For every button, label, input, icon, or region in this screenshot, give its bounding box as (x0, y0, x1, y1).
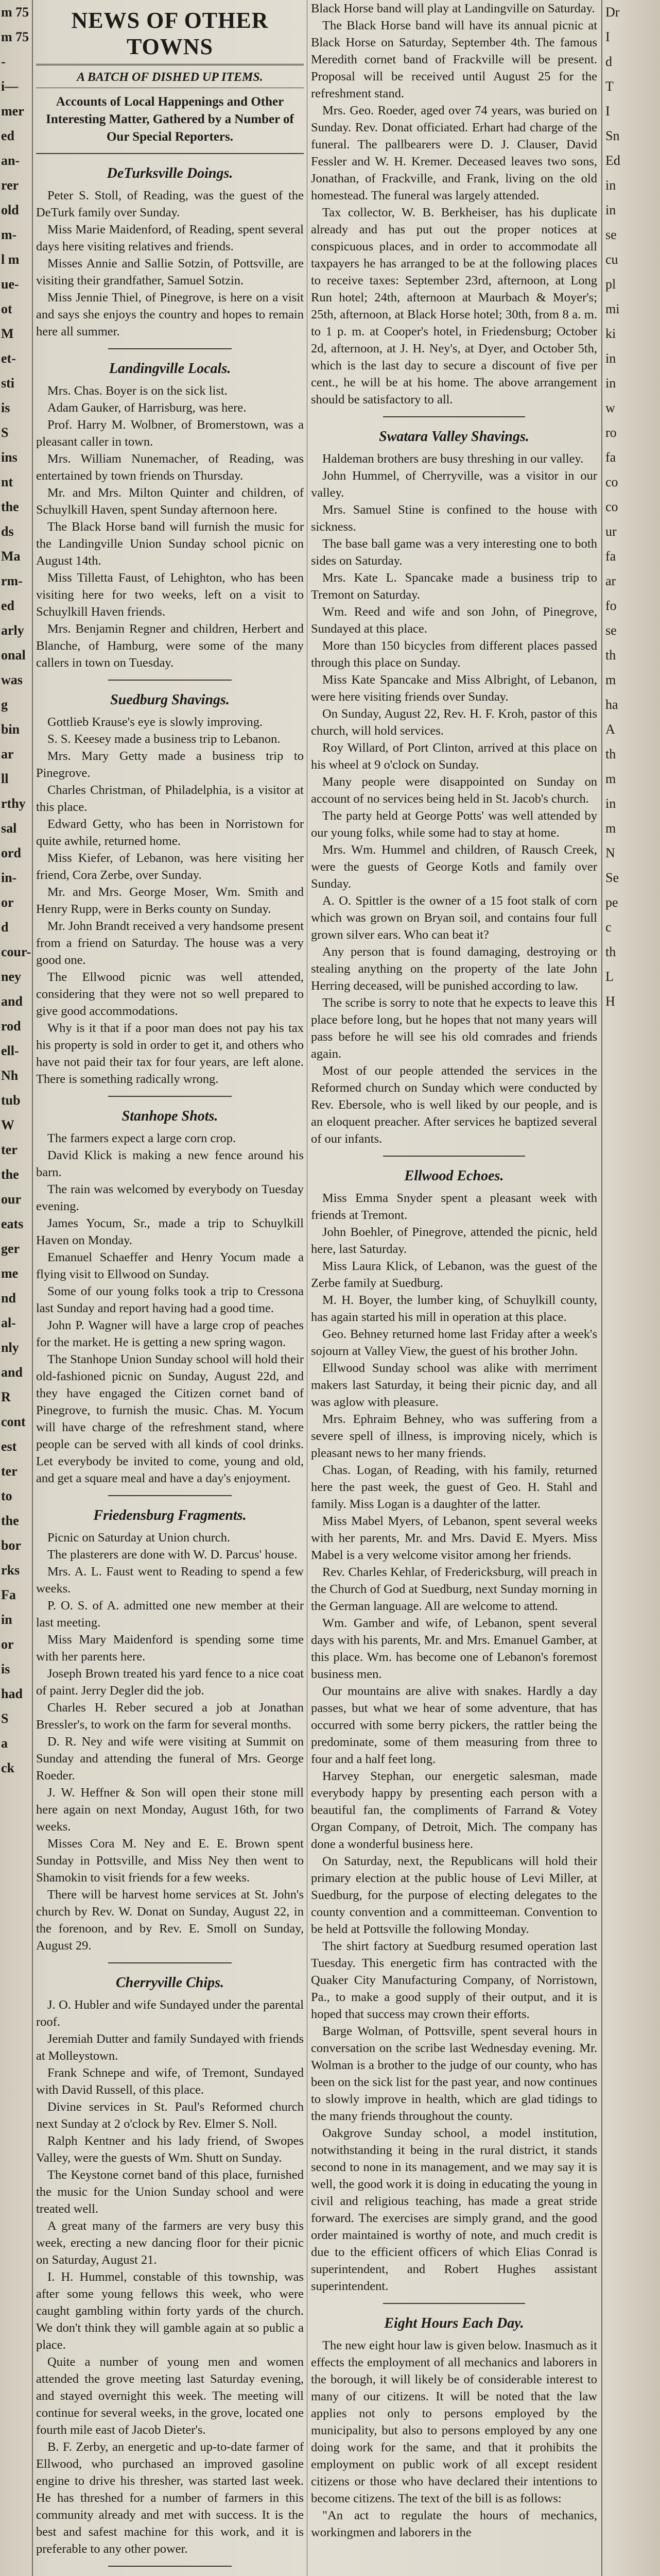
edge-fragment: th (605, 944, 616, 959)
news-item: Edward Getty, who has been in Norristown for quite awhile, returned home. (36, 817, 304, 848)
edge-fragment: ro (605, 425, 617, 440)
column-1-sections (36, 165, 304, 2576)
edge-fragment: R (1, 1389, 11, 1404)
edge-fragment: ll (1, 771, 9, 786)
edge-fragment: nt (1, 474, 13, 489)
edge-fragment: the (1, 1513, 19, 1528)
edge-fragment: et- (1, 351, 16, 366)
edge-fragment: Se (605, 870, 619, 885)
edge-fragment: is (1, 400, 10, 415)
page-title: NEWS OF OTHER TOWNS (36, 0, 304, 65)
edge-fragment: me (1, 1266, 19, 1281)
edge-fragment: in (605, 202, 616, 217)
section-heading: Ellwood Echoes. (404, 1168, 504, 1184)
news-item: Mrs. Kate L. Spancake made a business trip to Tremont on Saturday. (311, 571, 597, 602)
edge-fragment: se (605, 623, 617, 638)
news-item: Tax collector, W. B. Berkheiser, has his duplicate already and has put out the proper notices at conspicuous places, and in order to accommodate all taxpayers he has arranged to be at the following places to receive taxes: September 23rd, afternoon, at Long Run hotel; 24th, afternoon at Maurbach & Moyer's; 25th, afternoon, at Black Horse hotel; 30th, from 8 a. m. to 1 p. m. at Cooper's hotel, in Friedensburg; October 2d, afternoon, at J. H. Ney's, at Dyer, and October 5th, which is the last day to secure a discount of five per cent., he will be at his home. The above arrangement should be satisfactory to all. (311, 206, 597, 406)
subheading-deck: A BATCH OF DISHED UP ITEMS. (36, 65, 304, 88)
section-rule (383, 2303, 525, 2304)
edge-fragment: fo (605, 598, 617, 613)
news-item: Emanuel Schaeffer and Henry Yocum made a flying visit to Ellwood on Sunday. (36, 1250, 304, 1281)
edge-fragment: c (605, 920, 612, 935)
edge-fragment: arly (1, 623, 24, 638)
news-item: Misses Annie and Sallie Sotzin, of Pottsville, are visiting their grandfather, Samuel Sotzin. (36, 257, 304, 287)
news-item: Some of our young folks took a trip to Cressona last Sunday and report having had a good time. (36, 1284, 304, 1315)
news-item: The farmers expect a large corn crop. (47, 1131, 236, 1145)
news-item: B. F. Zerby, an energetic and up-to-date farmer of Ellwood, who purchased an improved gasoline engine to drive his thresher, was started last week. He has threshed for a number of farmers in this community already and met with success. It is the best and safest machine for this work, and it is preferable to any other power. (36, 2440, 304, 2556)
edge-fragment: N (605, 845, 615, 860)
news-item: Mr. and Mrs. Milton Quinter and children, of Schuylkill Haven, spent Sunday afternoon here. (36, 486, 304, 517)
subheading-summary: Accounts of Local Happenings and Other Interesting Matter, Gathered by a Number of Our Special Reporters. (36, 88, 304, 154)
news-item: The new eight hour law is given below. Inasmuch as it effects the employment of all mechanics and laborers in the borough, it will likely be of considerable interest to many of our citizens. It will be noted that the law applies not only to persons employed by the municipality, but also to persons employed by any one doing work for the same, and that it prohibits the employment on public work of all except resident citizens or those who have declared their intentions to become citizens. The text of the bill is as follows: (311, 2338, 597, 2505)
news-item: Mrs. Mary Getty made a business trip to Pinegrove. (36, 749, 304, 780)
edge-fragment: i— (1, 79, 19, 94)
edge-fragment: rthy (1, 796, 26, 811)
news-item: The rain was welcomed by everybody on Tuesday evening. (36, 1182, 304, 1213)
edge-fragment: W (1, 1117, 14, 1132)
news-item: Why is it that if a poor man does not pay his tax his property is sold in order to get it, and others who have not paid their tax for four years, are left alone. There is something radically wrong. (36, 1021, 304, 1086)
news-item: The Black Horse band will furnish the music for the Landingville Union Sunday school picnic on August 14th. (36, 520, 304, 568)
column-2-sections (311, 0, 597, 2541)
edge-fragment: se (605, 227, 617, 242)
news-item: Mrs. Benjamin Regner and children, Herbert and Blanche, of Hamburg, were some of the many callers in town on Tuesday. (36, 622, 304, 670)
edge-fragment: sal (1, 821, 17, 836)
news-item: Barge Wolman, of Pottsville, spent several hours in conversation on the scribe last Wednesday evening. Mr. Wolman is a brother to the judge of our county, who has been on the sick list for the past year, and now continues to slowly improve in health, which are glad tidings to the many friends throughout the county. (311, 2024, 597, 2123)
edge-fragment: in (605, 178, 616, 193)
edge-fragment: est (1, 1439, 17, 1454)
news-item: Mrs. Wm. Hummel and children, of Rausch Creek, were the guests of George Kotls and family over Sunday. (311, 843, 597, 891)
edge-fragment: fa (605, 450, 616, 465)
edge-fragment: rod (1, 1019, 21, 1033)
edge-fragment: ney (1, 969, 21, 984)
article-column-2 (311, 0, 597, 2576)
news-item: Mrs. Geo. Roeder, aged over 74 years, was buried on Sunday. Rev. Donat officiated. Erhart had charge of the funeral. The pallbearers were D. J. Clauser, David Fessler and W. H. Kremer. Deceased leaves two sons, Jonathan, of Frackville, and Frank, living on the old homestead. The funeral was largely attended. (311, 104, 597, 202)
section-rule (108, 1495, 232, 1496)
news-item: Ellwood Sunday school was alike with merriment makers last Saturday, it being their picnic day, and all was aglow with pleasure. (311, 1361, 597, 1409)
section-heading: Cherryville Chips. (115, 1975, 224, 1991)
edge-fragment: tub (1, 1093, 21, 1108)
news-item: D. R. Ney and wife were visiting at Summit on Sunday and attending the funeral of Mrs. George Roeder. (36, 1735, 304, 1783)
news-item: J. W. Heffner & Son will open their stone mill here again on next Monday, August 16th, for two weeks. (36, 1786, 304, 1834)
news-item: Adam Gauker, of Harrisburg, was here. (47, 401, 247, 415)
edge-fragment: pl (605, 277, 616, 292)
edge-fragment: old (1, 202, 19, 217)
news-item: Harvey Stephan, our energetic salesman, made everybody happy by presenting each person with a beautiful fan, the compliments of Farrand & Votey Organ Company, of Detroit, Mich. The company has done a wonderful business here. (311, 1769, 597, 1851)
news-item: Most of our people attended the services in the Reformed church on Sunday which were conducted by Rev. Ebersole, who is well liked by our people, and is an eloquent preacher. After services he baptized several of our infants. (311, 1064, 597, 1146)
section-heading: Suedburg Shavings. (110, 692, 230, 708)
news-item: Miss Jennie Thiel, of Pinegrove, is here on a visit and says she enjoys the country and hopes to remain here all summer. (36, 291, 304, 338)
edge-fragment: ur (605, 524, 617, 539)
edge-fragment: ki (605, 326, 616, 341)
news-item: More than 150 bicycles from different places passed through this place on Sunday. (311, 639, 597, 670)
edge-fragment: mer (1, 104, 24, 118)
edge-fragment: and (1, 1365, 23, 1380)
edge-fragment: ck (1, 1760, 14, 1775)
news-item: John Hummel, of Cherryville, was a visitor in our valley. (311, 469, 597, 500)
news-item: Roy Willard, of Port Clinton, arrived at this place on his wheel at 9 o'clock on Sunday. (311, 741, 597, 772)
news-item: Our mountains are alive with snakes. Hardly a day passes, but what we hear of some adventure, that has occurred with some berry pickers, the rattler being the predominate, some of them measuring from three to four and a half feet long. (311, 1684, 597, 1766)
section-heading: Stanhope Shots. (121, 1108, 218, 1124)
edge-fragment: ar (1, 747, 14, 761)
edge-fragment: w (605, 400, 615, 415)
edge-fragment: in- (1, 870, 17, 885)
adjacent-column-left (0, 0, 33, 2576)
news-item: The Stanhope Union Sunday school will hold their old-fashioned picnic on Sunday, August 22d, and they have engaged the Citizen cornet band of Pinegrove, to furnish the music. Chas. M. Yocum will have charge of the refreshment stand, where people can be served with all kinds of cool drinks. Let everybody be invited to come, young and old, and get a square meal and have a day's enjoyment. (36, 1352, 304, 1485)
news-item: Miss Kiefer, of Lebanon, was here visiting her friend, Cora Zerbe, over Sunday. (36, 851, 304, 882)
news-item: Mrs. Samuel Stine is confined to the house with sickness. (311, 503, 597, 534)
edge-fragment: th (605, 747, 616, 761)
news-item: P. O. S. of A. admitted one new member at their last meeting. (36, 1599, 304, 1630)
news-item: Ralph Kentner and his lady friend, of Swopes Valley, were the guests of Wm. Shutt on Sunday. (36, 2134, 304, 2165)
edge-fragment: is (1, 1662, 10, 1676)
section-heading: DeTurksville Doings. (107, 165, 233, 181)
edge-fragment: the (1, 499, 19, 514)
news-item: The shirt factory at Suedburg resumed operation last Tuesday. This energetic firm has contracted with the Quaker City Manufacturing Company, of Norristown, Pa., to make a good supply of their output, and it is hoped that success may crown their efforts. (311, 1939, 597, 2021)
edge-fragment: to (1, 1488, 12, 1503)
edge-fragment: I (605, 29, 610, 44)
edge-fragment: Ma (1, 549, 21, 564)
section-heading: Friedensburg Fragments. (93, 1507, 247, 1523)
edge-fragment: ter (1, 1142, 18, 1157)
edge-fragment: the (1, 1167, 19, 1182)
news-item: J. O. Hubler and wife Sundayed under the parental roof. (36, 1998, 304, 2029)
news-item: Divine services in St. Paul's Reformed church next Sunday at 2 o'clock by Rev. Elmer S. Noll. (36, 2100, 304, 2131)
edge-fragment: rer (1, 178, 19, 193)
edge-fragment: ell- (1, 1043, 19, 1058)
section-rule (108, 2566, 232, 2567)
news-item: Many people were disappointed on Sunday on account of no services being held in St. Jacob's church. (311, 775, 597, 806)
news-item: Misses Cora M. Ney and E. E. Brown spent Sunday in Pottsville, and Miss Ney then went to Shamokin to visit friends for a few weeks. (36, 1837, 304, 1885)
edge-fragment: cu (605, 252, 618, 267)
news-item: Any person that is found damaging, destroying or stealing anything on the property of the late John Herring deceased, will be punished according to law. (311, 945, 597, 993)
edge-fragment: sti (1, 376, 14, 391)
news-item: Prof. Harry M. Wolbner, of Bromerstown, was a pleasant caller in town. (36, 418, 304, 449)
news-item: Geo. Behney returned home last Friday after a week's sojourn at Valley View, the guest of his brother John. (311, 1327, 597, 1358)
news-item: Miss Mary Maidenford is spending some time with her parents here. (36, 1633, 304, 1664)
edge-fragment: in (605, 796, 616, 811)
news-item: The Black Horse band will have its annual picnic at Black Horse on Saturday, September 4th. The famous Meredith cornet band of Frackville will be present. Proposal will be received until August 25 for the refreshment stand. (311, 19, 597, 100)
news-item: Black Horse band will play at Landingville on Saturday. (311, 2, 595, 15)
news-item: Frank Schnepe and wife, of Tremont, Sundayed with David Russell, of this place. (36, 2066, 304, 2097)
edge-fragment: m (605, 821, 616, 836)
edge-fragment: - (1, 54, 6, 69)
news-item: Jeremiah Dutter and family Sundayed with friends at Molleystown. (36, 2032, 304, 2063)
edge-fragment: g (1, 697, 8, 712)
edge-fragment: onal (1, 648, 26, 663)
news-item: The Ellwood picnic was well attended, considering that they were not so well prepared to give good accommodations. (36, 970, 304, 1018)
news-item: On Sunday, August 22, Rev. H. F. Kroh, pastor of this church, will hold services. (311, 707, 597, 738)
edge-fragment: our (1, 1192, 21, 1207)
edge-fragment: rks (1, 1563, 20, 1578)
section-rule (383, 1156, 525, 1157)
news-item: A great many of the farmers are very busy this week, erecting a new dancing floor for their picnic on Saturday, August 21. (36, 2219, 304, 2267)
edge-fragment: had (1, 1686, 23, 1701)
news-item: The plasterers are done with W. D. Parcus' house. (47, 1548, 298, 1562)
edge-fragment: Dr (605, 5, 620, 20)
edge-fragment: ed (1, 128, 14, 143)
edge-fragment: M (1, 326, 14, 341)
news-item: The base ball game was a very interesting one to both sides on Saturday. (311, 537, 597, 568)
edge-fragment: eats (1, 1216, 24, 1231)
news-item: Miss Marie Maidenford, of Reading, spent several days here visiting relatives and friends. (36, 223, 304, 253)
news-item: Picnic on Saturday at Union church. (47, 1531, 231, 1545)
edge-fragment: al- (1, 1315, 16, 1330)
news-item: Miss Laura Klick, of Lebanon, was the guest of the Zerbe family at Suedburg. (311, 1259, 597, 1290)
section-heading: Landingville Locals. (109, 361, 231, 377)
edge-fragment: ord (1, 845, 21, 860)
news-item: James Yocum, Sr., made a trip to Schuylkill Haven on Monday. (36, 1216, 304, 1247)
news-item: "An act to regulate the hours of mechanics, workingmen and laborers in the (311, 2509, 597, 2539)
edge-fragment: nd (1, 1291, 16, 1306)
edge-fragment: S (1, 1711, 9, 1726)
edge-fragment: S (1, 425, 9, 440)
edge-fragment: m- (1, 227, 17, 242)
news-item: John Boehler, of Pinegrove, attended the picnic, held here, last Saturday. (311, 1225, 597, 1256)
edge-fragment: pe (605, 895, 618, 910)
edge-fragment: ger (1, 1241, 20, 1256)
news-item: A. O. Spittler is the owner of a 15 foot stalk of corn which was grown on Bryan soil, and contains four full grown silver ears. Who can beat it? (311, 894, 597, 942)
news-item: I. H. Hummel, constable of this township, was after some young fellows this week, who were caught gambling within forty yards of the church. We don't think they will gamble again at so public a place. (36, 2270, 304, 2352)
news-item: Oakgrove Sunday school, a model institution, notwithstanding it being in the rural district, it stands second to none in its management, and we may say it is well, the good work it is doing in educating the young in civil and religious teaching, has made a great stride forward. The exercises are simply grand, and the good order maintained is worthy of note, and much credit is due to the efficient officers of which Elias Conrad is superintendent, and Robert Hughes assistant superintendent. (311, 2126, 597, 2293)
news-item: David Klick is making a new fence around his barn. (36, 1148, 304, 1179)
adjacent-column-right (601, 0, 660, 2576)
edge-fragment: ar (605, 573, 616, 588)
edge-fragment: m 75 (1, 29, 29, 44)
edge-fragment: co (605, 499, 618, 514)
edge-fragment: mi (605, 301, 620, 316)
news-item: Gottlieb Krause's eye is slowly improving. (47, 715, 263, 729)
edge-fragment: Ed (605, 153, 620, 168)
edge-fragment: m (605, 771, 616, 786)
edge-fragment: was (1, 672, 23, 687)
edge-fragment: fa (605, 549, 616, 564)
section-rule (108, 1096, 232, 1097)
news-item: S. S. Keesey made a business trip to Lebanon. (47, 732, 281, 746)
news-item: John P. Wagner will have a large crop of peaches for the market. He is getting a new spring wagon. (36, 1318, 304, 1349)
edge-fragment: in (1, 1612, 12, 1627)
edge-fragment: ha (605, 697, 618, 712)
edge-fragment: ue- (1, 277, 19, 292)
edge-fragment: H (605, 994, 615, 1009)
news-item: Mr. and Mrs. George Moser, Wm. Smith and Henry Rupp, were in Berks county on Sunday. (36, 885, 304, 916)
edge-fragment: or (1, 1637, 14, 1652)
edge-fragment: an- (1, 153, 20, 168)
news-item: Peter S. Stoll, of Reading, was the guest of the DeTurk family over Sunday. (36, 189, 304, 219)
edge-fragment: cour- (1, 944, 31, 959)
news-item: Miss Mabel Myers, of Lebanon, spent several weeks with her parents, Mr. and Mrs. David E. Myers. Miss Mabel is a very welcome visitor among her friends. (311, 1514, 597, 1562)
edge-fragment: co (605, 474, 618, 489)
edge-fragment: ed (1, 598, 14, 613)
article-column-1 (36, 0, 304, 2576)
section-rule (108, 348, 232, 349)
edge-fragment: I (605, 104, 610, 118)
edge-fragment: bor (1, 1538, 21, 1553)
news-item: Mr. John Brandt received a very handsome present from a friend on Saturday. The house was a very good one. (36, 919, 304, 967)
news-item: Chas. Logan, of Reading, with his family, returned here the past week, the guest of Geo. H. Stahl and family. Miss Logan is a daughter of the latter. (311, 1463, 597, 1511)
news-item: Wm. Reed and wife and son John, of Pinegrove, Sundayed at this place. (311, 605, 597, 636)
news-item: Joseph Brown treated his yard fence to a nice coat of paint. Jerry Degler did the job. (36, 1667, 304, 1698)
section-heading: Swatara Valley Shavings. (379, 429, 529, 445)
edge-fragment: A (605, 722, 615, 737)
edge-fragment: m 75 (1, 5, 29, 20)
edge-fragment: d (605, 54, 612, 69)
news-item: Miss Kate Spancake and Miss Albright, of Lebanon, were here visiting friends over Sunday. (311, 673, 597, 704)
edge-fragment: or (1, 895, 14, 910)
edge-fragment: and (1, 994, 23, 1009)
section-rule (108, 680, 232, 681)
news-item: Miss Tilletta Faust, of Lehighton, who has been visiting here for two weeks, left on a visit to Schuylkill Haven friends. (36, 571, 304, 619)
edge-fragment: ter (1, 1464, 18, 1479)
edge-fragment: cont (1, 1414, 26, 1429)
news-item: On Saturday, next, the Republicans will hold their primary election at the public house of Levi Miller, at Suedburg, for the purpose of electing delegates to the county convention and a committeeman. Convention to be held at Pottsville the following Monday. (311, 1854, 597, 1936)
news-item: Mrs. Ephraim Behney, who was suffering from a severe spell of illness, is improving nicely, which is pleasant news to her many friends. (311, 1412, 597, 1460)
news-item: Haldeman brothers are busy threshing in our valley. (322, 452, 584, 466)
edge-fragment: th (605, 648, 616, 663)
edge-fragment: Fa (1, 1587, 16, 1602)
edge-fragment: in (605, 376, 616, 391)
edge-fragment: ot (1, 301, 12, 316)
edge-fragment: l m (1, 252, 20, 267)
edge-fragment: d (1, 920, 9, 935)
edge-fragment: m (605, 672, 616, 687)
section-heading: Eight Hours Each Day. (384, 2315, 524, 2331)
news-item: Miss Emma Snyder spent a pleasant week with friends at Tremont. (311, 1191, 597, 1222)
edge-fragment: L (605, 969, 614, 984)
news-item: Mrs. William Nunemacher, of Reading, was entertained by town friends on Thursday. (36, 452, 304, 483)
edge-fragment: a (1, 1736, 8, 1751)
news-item: The scribe is sorry to note that he expects to leave this place before long, but he hopes that not many years will pass before he will see his old comrades and friends again. (311, 996, 597, 1061)
edge-fragment: nly (1, 1340, 19, 1355)
section-rule (108, 1962, 232, 1963)
news-item: There will be harvest home services at St. John's church by Rev. W. Donat on Sunday, August 22, in the forenoon, and by Rev. E. Smoll on Sunday, August 29. (36, 1888, 304, 1953)
edge-fragment: Sn (605, 128, 620, 143)
news-item: Charles Christman, of Philadelphia, is a visitor at this place. (36, 783, 304, 814)
news-item: Charles H. Reber secured a job at Jonathan Bressler's, to work on the farm for several months. (36, 1701, 304, 1732)
news-item: Mrs. Chas. Boyer is on the sick list. (47, 384, 228, 398)
edge-fragment: T (605, 79, 614, 94)
section-rule (383, 416, 525, 417)
edge-fragment: Nh (1, 1068, 19, 1083)
edge-fragment: ins (1, 450, 18, 465)
news-item: Rev. Charles Kehlar, of Fredericksburg, will preach in the Church of God at Suedburg, next Sunday morning in the German language. All are welcome to attend. (311, 1565, 597, 1613)
edge-fragment: rm- (1, 573, 23, 588)
news-item: Mrs. A. L. Faust went to Reading to spend a few weeks. (36, 1565, 304, 1596)
news-item: M. H. Boyer, the lumber king, of Schuylkill county, has again started his mill in operation at this place. (311, 1293, 597, 1324)
news-item: The Keystone cornet band of this place, furnished the music for the Union Sunday school and were treated well. (36, 2168, 304, 2216)
edge-fragment: ds (1, 524, 14, 539)
news-item: The party held at George Potts' was well attended by our young folks, while some had to stay at home. (311, 809, 597, 840)
news-item: Quite a number of young men and women attended the grove meeting last Saturday evening, and stayed overnight this week. The meeting will continue for several weeks, in the grove, located one fourth mile east of Jacob Dieter's. (36, 2355, 304, 2437)
edge-fragment: bin (1, 722, 20, 737)
edge-fragment: in (605, 351, 616, 366)
news-item: Wm. Gamber and wife, of Lebanon, spent several days with his parents, Mr. and Mrs. Emanuel Gamber, at this place. Wm. has become one of Lebanon's foremost business men. (311, 1616, 597, 1681)
